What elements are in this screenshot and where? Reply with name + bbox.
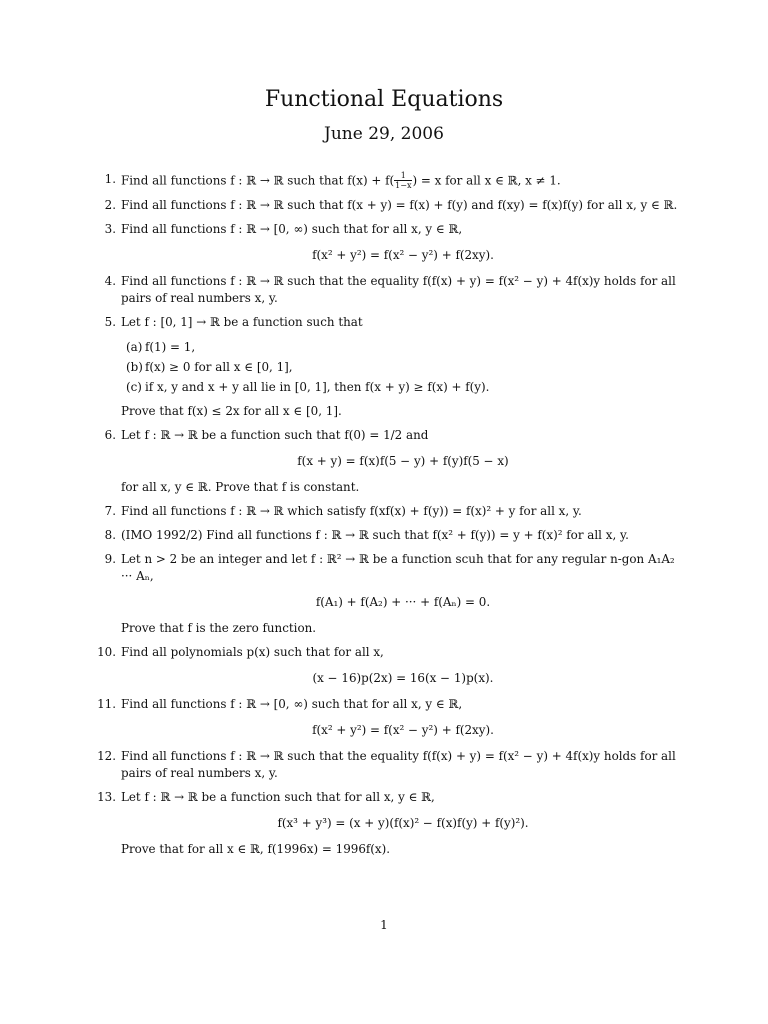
problem-text: Find all functions f : ℝ → [0, ∞) such that for all x, y ∈ ℝ, [121,697,463,711]
problem-number: 6. [104,428,116,442]
problem-list [90,171,685,865]
condition-text: f(1) = 1, [145,340,196,354]
document-date: June 29, 2006 [324,124,444,144]
condition-text: f(x) ≥ 0 for all x ∈ [0, 1], [145,360,293,374]
display-equation: f(x + y) = f(x)f(5 − y) + f(y)f(5 − x) [297,454,509,468]
problem-text: Find all functions f : ℝ → [0, ∞) such that for all x, y ∈ ℝ, [121,222,463,236]
problem-item [90,551,685,637]
problem-item [90,171,685,190]
document-title: Functional Equations [264,87,504,112]
problem-text: Find all functions f : ℝ → ℝ such that the equality f(f(x) + y) = f(x² − y) + 4f(x)y holds for all pairs of real numbers x, y. [121,749,676,780]
fraction [394,171,412,190]
fraction-numerator: 1 [394,171,412,181]
fraction-denominator: 1−x [395,181,412,190]
display-equation: f(x² + y²) = f(x² − y²) + f(2xy). [312,248,494,262]
condition-label: (a) [126,340,143,354]
problem-item [90,644,685,687]
problem-text: Let n > 2 be an integer and let f : ℝ² → ℝ be a function scuh that for any regular n-gon A₁A₂ ··· Aₙ, [121,552,675,583]
problem-item [90,197,685,214]
problem-item [90,696,685,739]
display-equation: f(x³ + y³) = (x + y)(f(x)² − f(x)f(y) + f(y)²). [277,816,529,830]
problem-number: 13. [97,790,116,804]
problem-item [90,503,685,520]
display-equation: f(x² + y²) = f(x² − y²) + f(2xy). [312,723,494,737]
page-number: 1 [380,918,388,932]
problem-number: 12. [97,749,116,763]
problem-number: 11. [97,697,116,711]
problem-conclusion: Prove that for all x ∈ ℝ, f(1996x) = 1996f(x). [121,842,391,856]
problem-text: Find all functions f : ℝ → ℝ such that the equality f(f(x) + y) = f(x² − y) + 4f(x)y holds for all pairs of real numbers x, y. [121,274,676,305]
condition-label: (c) [126,380,142,394]
problem-text: Find all functions f : ℝ → ℝ such that f(x + y) = f(x) + f(y) and f(xy) = f(x)f(y) for all x, y ∈ ℝ. [121,198,678,212]
problem-item [90,527,685,544]
problem-text: Find all polynomials p(x) such that for all x, [121,645,384,659]
problem-text: Find all functions f : ℝ → ℝ such that f(x) + f( [121,173,395,188]
problem-number: 7. [104,504,116,518]
problem-number: 2. [104,198,116,212]
condition-item [121,337,685,357]
problem-number: 1. [104,172,116,186]
problem-item [90,273,685,307]
condition-text: if x, y and x + y all lie in [0, 1], then f(x + y) ≥ f(x) + f(y). [145,380,490,394]
problem-text: Find all functions f : ℝ → ℝ which satisfy f(xf(x) + f(y)) = f(x)² + y for all x, y. [121,504,582,518]
problem-text: Let f : ℝ → ℝ be a function such that for all x, y ∈ ℝ, [121,790,435,804]
problem-number: 3. [104,222,116,236]
condition-label: (b) [126,360,143,374]
display-equation: f(A₁) + f(A₂) + ··· + f(Aₙ) = 0. [315,595,491,609]
display-equation: (x − 16)p(2x) = 16(x − 1)p(x). [312,671,494,685]
problem-item [90,314,685,420]
problem-number: 9. [104,552,116,566]
problem-text: ) = x for all x ∈ ℝ, x ≠ 1. [412,173,561,188]
problem-item [90,427,685,496]
problem-number: 4. [104,274,116,288]
condition-item [121,357,685,377]
problem-text: Let f : [0, 1] → ℝ be a function such that [121,315,363,329]
problem-item [90,789,685,858]
problem-item [90,221,685,264]
problem-number: 10. [97,645,116,659]
problem-item [90,748,685,782]
problem-number: 5. [104,315,116,329]
problem-text: Let f : ℝ → ℝ be a function such that f(0) = 1/2 and [121,428,429,442]
problem-conclusion: Prove that f is the zero function. [121,621,317,635]
problem-number: 8. [104,528,116,542]
problem-conclusion: Prove that f(x) ≤ 2x for all x ∈ [0, 1]. [121,404,342,418]
problem-text: (IMO 1992/2) Find all functions f : ℝ → ℝ such that f(x² + f(y)) = y + f(x)² for all x, y. [121,528,629,542]
problem-conclusion: for all x, y ∈ ℝ. Prove that f is constant. [121,480,360,494]
condition-list [121,337,685,397]
condition-item [121,377,685,397]
